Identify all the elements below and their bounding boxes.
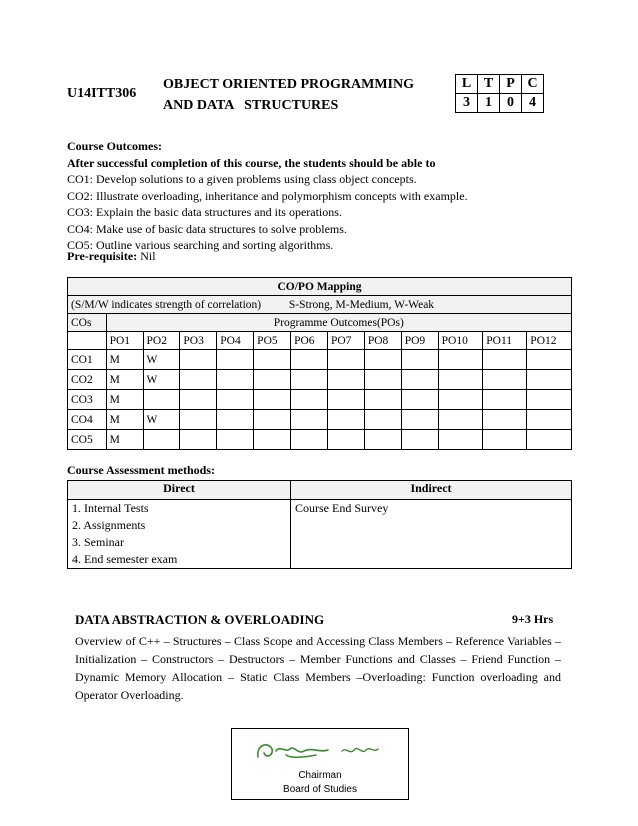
ltpc-value-c: 4 (522, 94, 544, 113)
ltpc-value-l: 3 (456, 94, 478, 113)
mapping-cell (291, 430, 328, 450)
mapping-title: CO/PO Mapping (68, 278, 572, 296)
mapping-cell (143, 390, 180, 410)
mapping-cell (527, 350, 572, 370)
mapping-cell (327, 350, 364, 370)
mapping-cell (291, 350, 328, 370)
mapping-cell (217, 350, 254, 370)
mapping-cell: M (106, 410, 143, 430)
po-header-cell: PO2 (143, 332, 180, 350)
mapping-cell (527, 390, 572, 410)
mapping-cell (327, 390, 364, 410)
signature-line1: Chairman (298, 770, 342, 781)
direct-item: 2. Assignments (72, 518, 146, 532)
direct-item: 4. End semester exam (72, 552, 178, 566)
mapping-cell (483, 370, 527, 390)
course-title (163, 74, 414, 116)
mapping-cell (180, 370, 217, 390)
mapping-cell (180, 410, 217, 430)
mapping-cell (364, 390, 401, 410)
mapping-cell (180, 390, 217, 410)
mapping-cell (401, 370, 438, 390)
mapping-cell (254, 410, 291, 430)
mapping-cell (527, 370, 572, 390)
prerequisite (67, 249, 156, 264)
po-header: Programme Outcomes(POs) (106, 314, 571, 332)
mapping-cell (483, 430, 527, 450)
mapping-cell (291, 390, 328, 410)
ltpc-value-p: 0 (500, 94, 522, 113)
course-code: U14ITT306 (67, 86, 137, 101)
mapping-legend-left: (S/M/W indicates strength of correlation) (71, 298, 262, 311)
po-header-cell: PO4 (217, 332, 254, 350)
mapping-cell: M (106, 370, 143, 390)
po-header-cell: PO8 (364, 332, 401, 350)
po-header-cell: PO7 (327, 332, 364, 350)
ltpc-header-c: C (522, 75, 544, 94)
ltpc-table (455, 74, 544, 113)
po-header-cell: PO12 (527, 332, 572, 350)
mapping-cell (364, 350, 401, 370)
unit-title: DATA ABSTRACTION & OVERLOADING (75, 612, 325, 627)
mapping-cell (254, 390, 291, 410)
mapping-cell (401, 430, 438, 450)
outcome-item: CO1: Develop solutions to a given problems using class object concepts. (67, 172, 417, 186)
mapping-cell (401, 350, 438, 370)
mapping-cell: W (143, 350, 180, 370)
outcomes-heading: Course Outcomes: (67, 139, 162, 153)
direct-methods (68, 500, 291, 569)
outcome-item: CO3: Explain the basic data structures and its operations. (67, 205, 342, 219)
po-header-cell: PO11 (483, 332, 527, 350)
mapping-cell (327, 430, 364, 450)
mapping-cell (527, 410, 572, 430)
mapping-cell (217, 370, 254, 390)
co-label: CO1 (68, 350, 107, 370)
po-header-cell: PO3 (180, 332, 217, 350)
mapping-cell (438, 430, 483, 450)
mapping-cell (254, 370, 291, 390)
co-label: CO2 (68, 370, 107, 390)
mapping-row (68, 410, 572, 430)
ltpc-header-l: L (456, 75, 478, 94)
mapping-cell (291, 370, 328, 390)
mapping-cell (364, 370, 401, 390)
course-title-line1: OBJECT ORIENTED PROGRAMMING (163, 77, 414, 92)
indirect-item: Course End Survey (295, 501, 389, 515)
course-title-line2: AND DATA STRUCTURES (163, 98, 339, 113)
mapping-legend (68, 296, 572, 314)
po-header-cell: PO5 (254, 332, 291, 350)
mapping-row (68, 370, 572, 390)
mapping-cell (327, 410, 364, 430)
po-header-row (68, 332, 572, 350)
outcome-item: CO5: Outline various searching and sorting algorithms. (67, 238, 334, 252)
mapping-cell (254, 430, 291, 450)
mapping-row (68, 350, 572, 370)
mapping-row (68, 390, 572, 410)
mapping-cell (483, 410, 527, 430)
indirect-header: Indirect (291, 481, 572, 500)
signature-image (246, 735, 396, 767)
assessment-heading: Course Assessment methods: (67, 463, 215, 477)
unit-hours: 9+3 Hrs (512, 612, 554, 626)
mapping-cell (217, 390, 254, 410)
ltpc-value-t: 1 (478, 94, 500, 113)
mapping-cell (483, 390, 527, 410)
outcome-item: CO2: Illustrate overloading, inheritance and polymorphism concepts with example. (67, 188, 468, 203)
mapping-cell (327, 370, 364, 390)
mapping-cell (180, 430, 217, 450)
co-label: CO4 (68, 410, 107, 430)
mapping-cell (364, 410, 401, 430)
mapping-cell (401, 390, 438, 410)
mapping-cell: W (143, 370, 180, 390)
outcome-item: CO4: Make use of basic data structures to solve problems. (67, 221, 347, 236)
unit-body: Overview of C++ – Structures – Class Scope and Accessing Class Members – Reference Variables – Initialization – Constructors – Destructors – Member Functions and Classes – Friend Function – Dynamic Memory Allocation – Static Class Members –Overloading: Function overloading and Operator Overloading. (75, 634, 561, 702)
signature-caption (232, 769, 408, 797)
mapping-cell (438, 410, 483, 430)
mapping-cell (527, 430, 572, 450)
assessment-table (67, 480, 572, 569)
mapping-cell (254, 350, 291, 370)
course-outcomes (67, 138, 468, 254)
signature-box (231, 728, 409, 800)
prerequisite-label: Pre-requisite: (67, 249, 138, 263)
mapping-legend-right: S-Strong, M-Medium, W-Weak (288, 298, 435, 311)
co-label: CO5 (68, 430, 107, 450)
mapping-cell (401, 410, 438, 430)
mapping-cell: W (143, 410, 180, 430)
mapping-cell (217, 410, 254, 430)
mapping-cell: M (106, 390, 143, 410)
mapping-cell (438, 350, 483, 370)
po-header-cell: PO9 (401, 332, 438, 350)
indirect-methods (291, 500, 572, 569)
direct-item: 3. Seminar (72, 535, 124, 549)
mapping-cell (180, 350, 217, 370)
mapping-cell: M (106, 350, 143, 370)
blank-cell (68, 332, 107, 350)
po-header-cell: PO6 (291, 332, 328, 350)
direct-header: Direct (68, 481, 291, 500)
direct-item: 1. Internal Tests (72, 501, 149, 515)
mapping-cell (143, 430, 180, 450)
outcomes-intro: After successful completion of this course, the students should be able to (67, 155, 436, 170)
mapping-cell: M (106, 430, 143, 450)
cos-header: COs (68, 314, 107, 332)
mapping-cell (438, 370, 483, 390)
mapping-cell (483, 350, 527, 370)
co-label: CO3 (68, 390, 107, 410)
mapping-row (68, 430, 572, 450)
ltpc-header-p: P (500, 75, 522, 94)
po-header-cell: PO1 (106, 332, 143, 350)
mapping-cell (438, 390, 483, 410)
po-header-cell: PO10 (438, 332, 483, 350)
ltpc-header-t: T (478, 75, 500, 94)
mapping-cell (217, 430, 254, 450)
mapping-cell (291, 410, 328, 430)
copo-mapping-table (67, 277, 572, 450)
prerequisite-value: Nil (137, 249, 156, 263)
signature-line2: Board of Studies (283, 784, 357, 795)
mapping-cell (364, 430, 401, 450)
